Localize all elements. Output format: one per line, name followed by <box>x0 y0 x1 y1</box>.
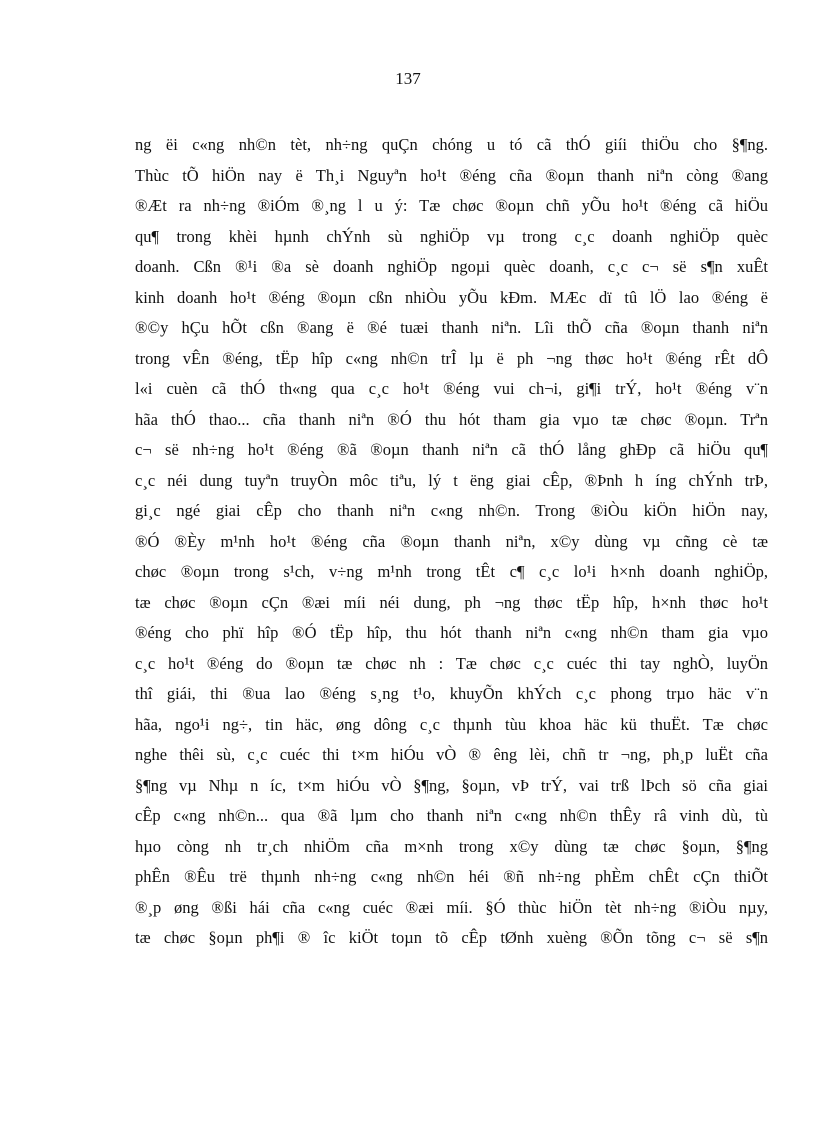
text-line: ®Æt ra nh÷ng ®iÓm ®¸ng l u ý: Tæ chøc ®oµn chñ yÕu ho¹t ®éng cã hiÖu <box>135 196 768 215</box>
text-line: §¶ng vµ Nhµ n íc, t×m hiÓu vÒ §¶ng, §oµn, vÞ trÝ, vai trß lÞch sö cña giai <box>135 775 768 795</box>
text-line: nghe thêi sù, c¸c cuéc thi t×m hiÓu vÒ ® êng lèi, chñ tr ¬ng, ph¸p luËt cña <box>135 745 768 764</box>
text-line: hµo còng nh tr¸ch nhiÖm cña m×nh trong x©y dùng tæ chøc §oµn, §¶ng <box>135 836 768 856</box>
text-line: hãa, ngo¹i ng÷, tin häc, øng dông c¸c thµnh tùu khoa häc kü thuËt. Tæ chøc <box>135 714 768 734</box>
page-number: 137 <box>395 69 421 88</box>
text-line: cÊp c«ng nh©n... qua ®ã lµm cho thanh niªn c«ng nh©n thÊy râ vinh dù, tù <box>135 806 768 825</box>
text-line: ®Ó ®Èy m¹nh ho¹t ®éng cña ®oµn thanh niªn, x©y dùng vµ cñng cè tæ <box>135 531 768 551</box>
text-line: phÊn ®Êu trë thµnh nh÷ng c«ng nh©n héi ®ñ nh÷ng phÈm chÊt cÇn thiÕt <box>135 867 768 886</box>
text-line: qu¶ trong khèi hµnh chÝnh sù nghiÖp vµ trong c¸c doanh nghiÖp quèc <box>135 226 768 246</box>
body-paragraph <box>135 130 768 954</box>
text-line: doanh. Cßn ®¹i ®a sè doanh nghiÖp ngoµi quèc doanh, c¸c c¬ së s¶n xuÊt <box>135 257 768 276</box>
text-line: gi¸c ngé giai cÊp cho thanh niªn c«ng nh©n. Trong ®iÒu kiÖn hiÖn nay, <box>135 501 768 520</box>
text-line: thî giái, thi ®ua lao ®éng s¸ng t¹o, khuyÕn khÝch c¸c phong trµo häc v¨n <box>135 684 768 703</box>
text-line: ®éng cho phï hîp ®Ó tËp hîp, thu hót thanh niªn c«ng nh©n tham gia vµo <box>135 623 768 642</box>
text-line: tæ chøc ®oµn cÇn ®æi míi néi dung, ph ¬ng thøc tËp hîp, h×nh thøc ho¹t <box>135 592 768 612</box>
text-line: ®©y hÇu hÕt cßn ®ang ë ®é tuæi thanh niªn. Lîi thÕ cña ®oµn thanh niªn <box>135 318 768 337</box>
text-line: hãa thÓ thao... cña thanh niªn ®Ó thu hót tham gia vµo tæ chøc ®oµn. Trªn <box>135 409 768 429</box>
text-line: c¸c néi dung tuyªn truyÒn môc tiªu, lý t ëng giai cÊp, ®Þnh h íng chÝnh trÞ, <box>135 470 768 490</box>
text-line: chøc ®oµn trong s¹ch, v÷ng m¹nh trong tÊt c¶ c¸c lo¹i h×nh doanh nghiÖp, <box>135 562 768 581</box>
text-line: ng ëi c«ng nh©n tèt, nh÷ng quÇn chóng u tó cã thÓ giíi thiÖu cho §¶ng. <box>135 135 768 154</box>
text-line: tæ chøc §oµn ph¶i ® îc kiÖt toµn tõ cÊp tØnh xuèng ®Õn tõng c¬ së s¶n <box>135 928 768 947</box>
text-line: Thùc tÕ hiÖn nay ë Th¸i Nguyªn ho¹t ®éng cña ®oµn thanh niªn còng ®ang <box>135 165 768 185</box>
text-line: kinh doanh ho¹t ®éng ®oµn cßn nhiÒu yÕu kÐm. MÆc dï tû lÖ lao ®éng ë <box>135 287 768 307</box>
text-line: c¸c ho¹t ®éng do ®oµn tæ chøc nh : Tæ chøc c¸c cuéc thi tay nghÒ, luyÖn <box>135 653 768 673</box>
text-line: l«i cuèn cã thÓ th«ng qua c¸c ho¹t ®éng vui ch¬i, gi¶i trÝ, ho¹t ®éng v¨n <box>135 379 768 398</box>
text-line: c¬ së nh÷ng ho¹t ®éng ®ã ®oµn thanh niªn cã thÓ lång ghÐp cã hiÖu qu¶ <box>135 440 768 459</box>
text-line: trong vÊn ®éng, tËp hîp c«ng nh©n trÎ lµ ë ph ¬ng thøc ho¹t ®éng rÊt dÔ <box>135 348 768 368</box>
text-line: ®¸p øng ®ßi hái cña c«ng cuéc ®æi míi. §Ó thùc hiÖn tèt nh÷ng ®iÒu nµy, <box>135 897 768 917</box>
